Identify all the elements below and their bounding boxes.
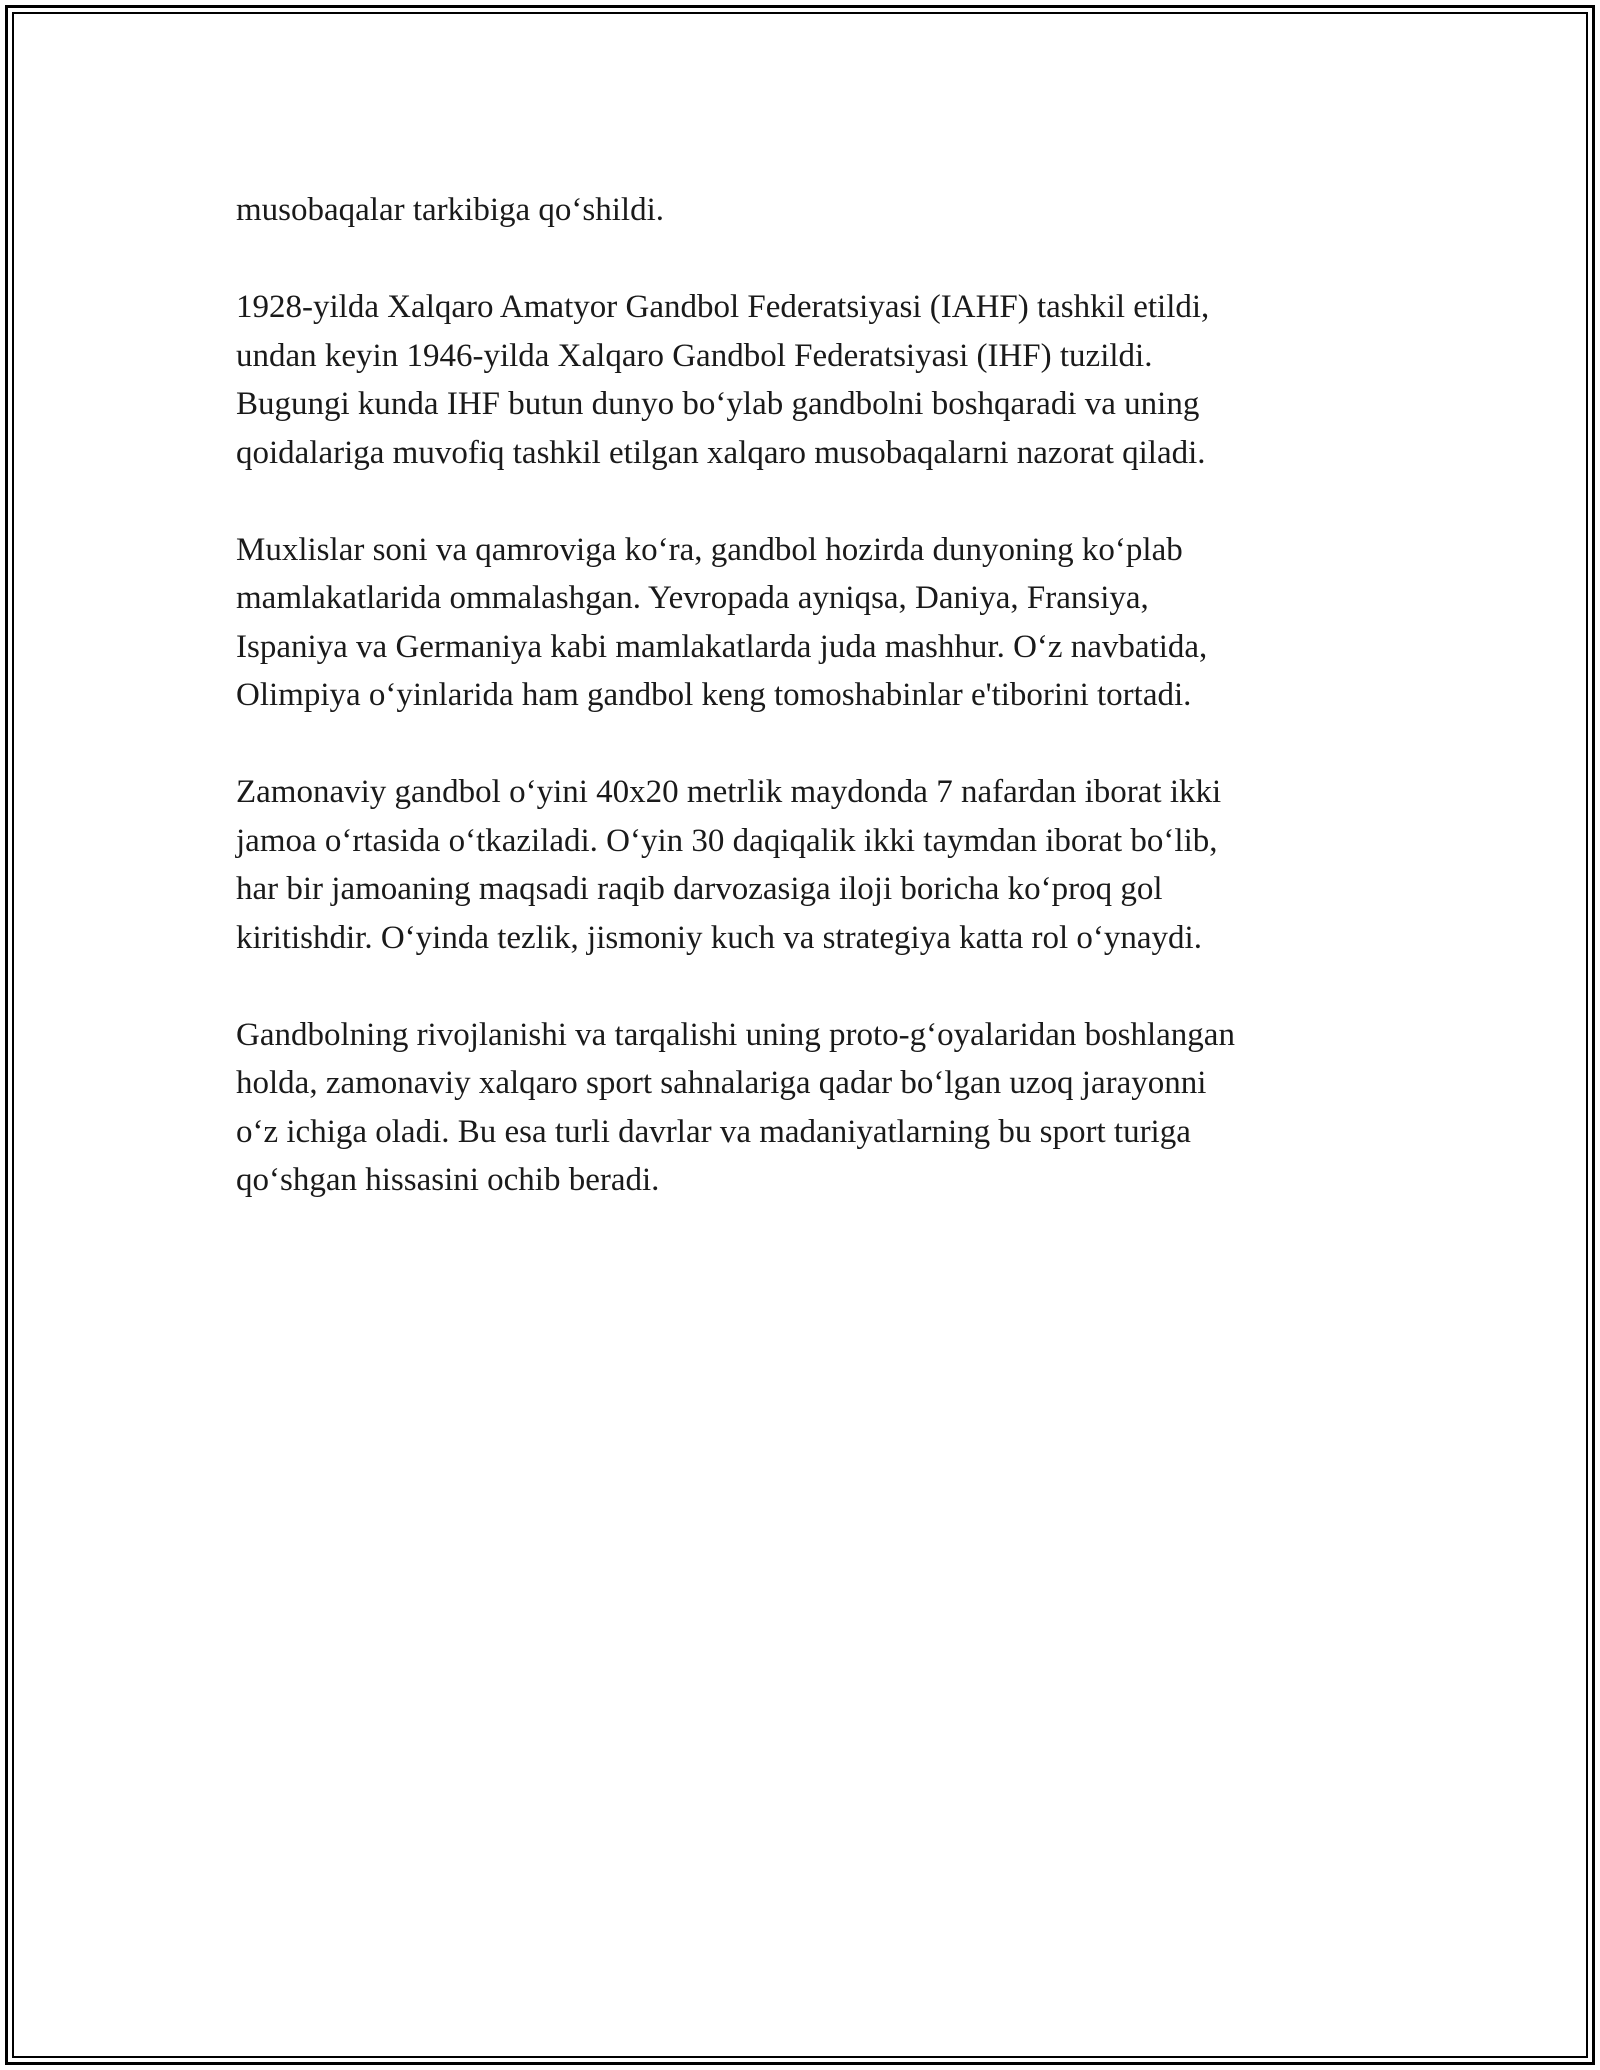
text-line: kiritishdir. O‘yinda tezlik, jismoniy kuch va strategiya katta rol o‘ynaydi. [236, 919, 1202, 956]
text-line: musobaqalar tarkibiga qo‘shildi. [236, 192, 664, 228]
text-line: qoidalariga muvofiq tashkil etilgan xalqaro musobaqalarni nazorat qiladi. [236, 434, 1206, 471]
paragraph-1 [236, 186, 1376, 235]
paragraph-3 [236, 526, 1376, 720]
text-line: Ispaniya va Germaniya kabi mamlakatlarda juda mashhur. O‘z navbatida, [236, 628, 1208, 665]
text-line: o‘z ichiga oladi. Bu esa turli davrlar va madaniyatlarning bu sport turiga [236, 1113, 1191, 1150]
text-line: holda, zamonaviy xalqaro sport sahnalariga qadar bo‘lgan uzoq jarayonni [236, 1065, 1207, 1101]
text-line: Bugungi kunda IHF butun dunyo bo‘ylab gandbolni boshqaradi va uning [236, 386, 1200, 422]
paragraph-2 [236, 283, 1376, 477]
text-line: Muxlislar soni va qamroviga ko‘ra, gandbol hozirda dunyoning ko‘plab [236, 531, 1183, 568]
text-line: Gandbolning rivojlanishi va tarqalishi uning proto-g‘oyalaridan boshlangan [236, 1016, 1235, 1053]
document-body [236, 186, 1376, 1253]
text-line: undan keyin 1946-yilda Xalqaro Gandbol Federatsiyasi (IHF) tuzildi. [236, 337, 1153, 374]
paragraph-5 [236, 1011, 1376, 1205]
text-line: Zamonaviy gandbol o‘yini 40x20 metrlik maydonda 7 nafardan iborat ikki [236, 774, 1222, 810]
text-line: jamoa o‘rtasida o‘tkaziladi. O‘yin 30 daqiqalik ikki taymdan iborat bo‘lib, [236, 822, 1218, 859]
paragraph-4 [236, 768, 1376, 962]
text-line: Olimpiya o‘yinlarida ham gandbol keng tomoshabinlar e'tiborini tortadi. [236, 677, 1192, 713]
text-line: 1928-yilda Xalqaro Amatyor Gandbol Federatsiyasi (IAHF) tashkil etildi, [236, 289, 1210, 325]
text-line: mamlakatlarida ommalashgan. Yevropada ayniqsa, Daniya, Fransiya, [236, 580, 1149, 616]
text-line: qo‘shgan hissasini ochib beradi. [236, 1162, 660, 1198]
text-line: har bir jamoaning maqsadi raqib darvozasiga iloji boricha ko‘proq gol [236, 871, 1163, 907]
